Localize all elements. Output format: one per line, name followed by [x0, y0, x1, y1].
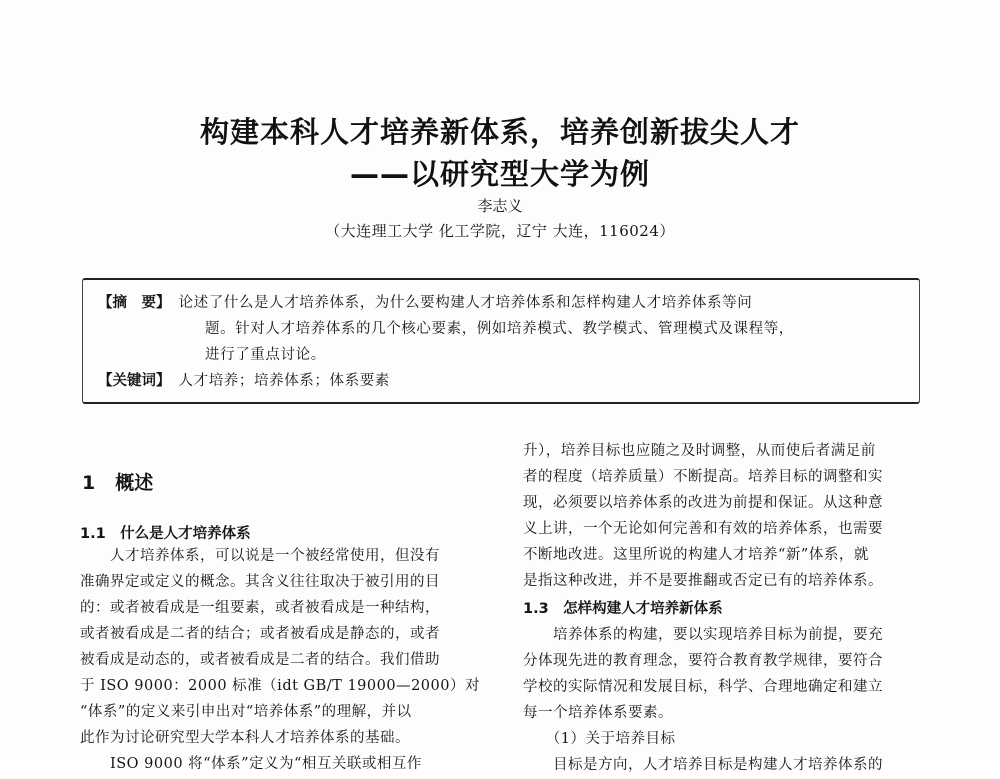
abstract-line-3: [205, 343, 326, 367]
author-name: 李志义: [477, 197, 523, 215]
body-line: 现，必须要以培养体系的改进为前提和保证。从这种意: [523, 495, 883, 511]
body-line: 或者被看成是二者的结合；或者被看成是静态的，或者: [80, 626, 440, 642]
author-affiliation: （大连理工大学 化工学院，辽宁 大连，116024）: [325, 222, 675, 240]
body-line: 目标是方向，人才培养目标是构建人才培养体系的: [523, 757, 883, 773]
subsection-heading-1-3: 1.3 怎样构建人才培养新体系: [523, 601, 723, 617]
body-line: 准确界定或定义的概念。其含义往往取决于被引用的目: [80, 574, 440, 590]
body-line: 升），培养目标也应随之及时调整，从而使后者满足前: [523, 443, 876, 459]
abstract-text-3: 进行了重点讨论。: [205, 347, 326, 363]
section-heading-1: [82, 468, 153, 495]
paper-title: 构建本科人才培养新体系，培养创新拔尖人才: [199, 115, 800, 149]
section-title: 概述: [115, 472, 154, 494]
abstract-line-2: [205, 317, 794, 341]
body-line: 不断地改进。这里所说的构建人才培养“新”体系，就: [523, 547, 869, 563]
keywords-text: 人才培养；培养体系；体系要素: [178, 373, 390, 389]
body-line: 者的程度（培养质量）不断提高。培养目标的调整和实: [523, 469, 883, 485]
body-line: 的：或者被看成是一组要素，或者被看成是一种结构，: [80, 600, 440, 616]
body-line: 每一个培养体系要素。: [523, 705, 673, 721]
body-line: ISO 9000 将“体系”定义为“相互关联或相互作: [80, 756, 422, 772]
body-line: 学校的实际情况和发展目标，科学、合理地确定和建立: [523, 679, 883, 695]
body-line: 义上讲，一个无论如何完善和有效的培养体系，也需要: [523, 521, 883, 537]
subsection-heading-1-1: 1.1 什么是人才培养体系: [80, 526, 251, 542]
body-line: 被看成是动态的，或者被看成是二者的结合。我们借助: [80, 652, 440, 668]
body-line: 于 ISO 9000：2000 标准（idt GB/T 19000—2000）对: [80, 678, 480, 694]
abstract-text-1: 论述了什么是人才培养体系，为什么要构建人才培养体系和怎样构建人才培养体系等问: [178, 295, 753, 311]
body-line: （1）关于培养目标: [523, 731, 676, 747]
body-line: 此作为讨论研究型大学本科人才培养体系的基础。: [80, 730, 410, 746]
section-number: 1: [82, 472, 96, 494]
body-line: 人才培养体系，可以说是一个被经常使用，但没有: [80, 548, 440, 564]
body-line: 培养体系的构建，要以实现培养目标为前提，要充: [523, 627, 883, 643]
abstract-text-2: 题。针对人才培养体系的几个核心要素，例如培养模式、教学模式、管理模式及课程等，: [205, 321, 794, 337]
paper-subtitle: ——以研究型大学为例: [349, 157, 650, 191]
keywords-label: 【关键词】: [98, 373, 171, 389]
body-line: 分体现先进的教育理念，要符合教育教学规律，要符合: [523, 653, 883, 669]
body-line: “体系”的定义来引申出对“培养体系”的理解，并以: [80, 704, 412, 720]
abstract-line-1: [98, 291, 752, 315]
body-line: 是指这种改进，并不是要推翻或否定已有的培养体系。: [523, 573, 883, 589]
abstract-label: 【摘 要】: [98, 295, 171, 311]
keywords-line: [98, 369, 390, 393]
